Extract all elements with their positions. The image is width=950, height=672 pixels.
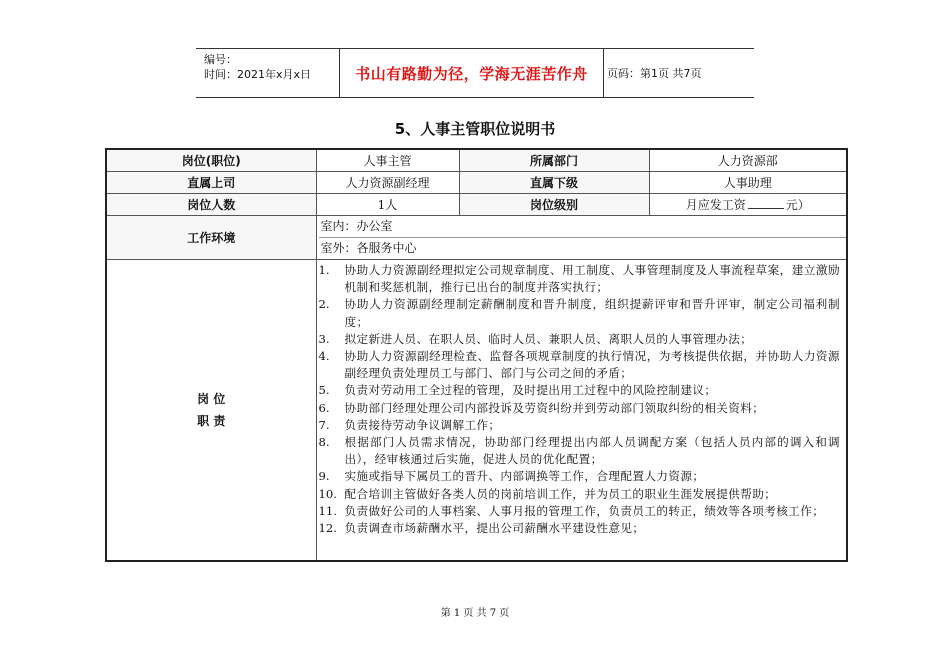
list-item — [319, 348, 841, 382]
department-label: 所属部门 — [459, 149, 649, 172]
table-row — [106, 172, 847, 194]
list-item — [319, 468, 841, 485]
document-title: 5、人事主管职位说明书 — [394, 120, 556, 138]
list-item — [319, 382, 841, 399]
document-time: 时间：2021年x月x日 — [204, 68, 312, 81]
duties-list — [316, 260, 847, 562]
salary-blank-line — [748, 208, 784, 209]
duty-text: 负责做好公司的人事档案、人事月报的管理工作，负责员工的转正，绩效等各项考核工作； — [344, 503, 825, 518]
duty-text: 实施或指导下属员工的晋升、内部调换等工作，合理配置人力资源； — [344, 469, 705, 484]
department-value: 人力资源部 — [649, 149, 847, 172]
list-item — [319, 262, 841, 296]
list-item — [319, 417, 841, 434]
duty-text: 负责调查市场薪酬水平，提出公司薪酬水平建设性意见； — [344, 521, 645, 536]
header-page-number: 页码：第1页 共7页 — [607, 67, 702, 80]
subordinate-value: 人事助理 — [649, 172, 847, 194]
table-row — [106, 260, 847, 562]
duty-text: 拟定新进人员、在职人员、临时人员、兼职人员、离职人员的人事管理办法； — [344, 331, 753, 346]
duty-number: 4. — [318, 349, 330, 364]
duty-text: 协助人力资源副经理制定薪酬制度和晋升制度，组织提薪评审和晋升评审，制定公司福利制度； — [344, 297, 840, 329]
list-item — [319, 331, 841, 348]
environment-value — [316, 216, 847, 260]
duty-text: 负责接待劳动争议调解工作； — [344, 417, 501, 432]
duty-text: 负责对劳动用工全过程的管理，及时提出用工过程中的风险控制建议； — [344, 383, 717, 398]
superior-value: 人力资源副经理 — [316, 172, 459, 194]
duty-text: 配合培训主管做好各类人员的岗前培训工作，并为员工的职业生涯发展提供帮助； — [344, 486, 777, 501]
page-header — [196, 48, 754, 98]
duty-number: 10. — [318, 486, 337, 501]
position-value: 人事主管 — [316, 149, 459, 172]
subordinate-label: 直属下级 — [459, 172, 649, 194]
duty-text: 根据部门人员需求情况，协助部门经理提出内部人员调配方案（包括人员内部的调入和调出），经审核通过后实施，促进人员的优化配置； — [344, 435, 840, 467]
duty-number: 2. — [318, 297, 330, 312]
level-value-prefix: 月应发工资 — [685, 198, 746, 212]
duties-label — [106, 260, 316, 562]
list-item — [319, 520, 841, 537]
duty-number: 7. — [318, 417, 330, 432]
level-label: 岗位级别 — [459, 194, 649, 216]
job-description-table — [105, 148, 848, 562]
header-info — [196, 49, 339, 97]
table-row — [106, 216, 847, 260]
duties-label-line2: 职 责 — [197, 414, 226, 428]
duty-number: 6. — [318, 400, 330, 415]
environment-outdoor: 室外：各服务中心 — [320, 241, 417, 255]
duty-number: 1. — [318, 263, 330, 277]
duties-label-line1: 岗 位 — [197, 392, 226, 406]
environment-indoor: 室内：办公室 — [319, 216, 847, 238]
level-value — [649, 194, 847, 216]
duty-text: 协助人力资源副经理拟定公司规章制度、用工制度、人事管理制度及人事流程草案，建立激励机制和奖惩机制，推行已出台的制度并落实执行； — [344, 263, 840, 295]
duty-number: 8. — [318, 435, 330, 450]
header-slogan: 书山有路勤为径，学海无涯苦作舟 — [339, 49, 604, 97]
table-row — [106, 149, 847, 172]
duty-number: 12. — [318, 521, 337, 536]
duty-text: 协助部门经理处理公司内部投诉及劳资纠纷并到劳动部门领取纠纷的相关资料； — [344, 400, 765, 415]
list-item — [319, 503, 841, 520]
page-footer: 第 1 页 共 7 页 — [440, 608, 510, 619]
list-item — [319, 486, 841, 503]
document-number: 编号： — [204, 53, 237, 66]
table-row — [106, 194, 847, 216]
position-label: 岗位(职位) — [106, 149, 316, 172]
list-item — [319, 400, 841, 417]
duty-number: 3. — [318, 331, 330, 346]
duty-number: 9. — [318, 469, 330, 484]
list-item — [319, 434, 841, 468]
superior-label: 直属上司 — [106, 172, 316, 194]
list-item — [319, 296, 841, 330]
environment-label: 工作环境 — [106, 216, 316, 260]
level-value-suffix: 元） — [785, 198, 810, 212]
headcount-value: 1人 — [316, 194, 459, 216]
headcount-label: 岗位人数 — [106, 194, 316, 216]
duty-number: 5. — [318, 383, 330, 398]
duty-number: 11. — [318, 503, 337, 518]
duty-text: 协助人力资源副经理检查、监督各项规章制度的执行情况，为考核提供依据，并协助人力资源副经理负责处理员工与部门、部门与公司之间的矛盾； — [344, 349, 840, 381]
